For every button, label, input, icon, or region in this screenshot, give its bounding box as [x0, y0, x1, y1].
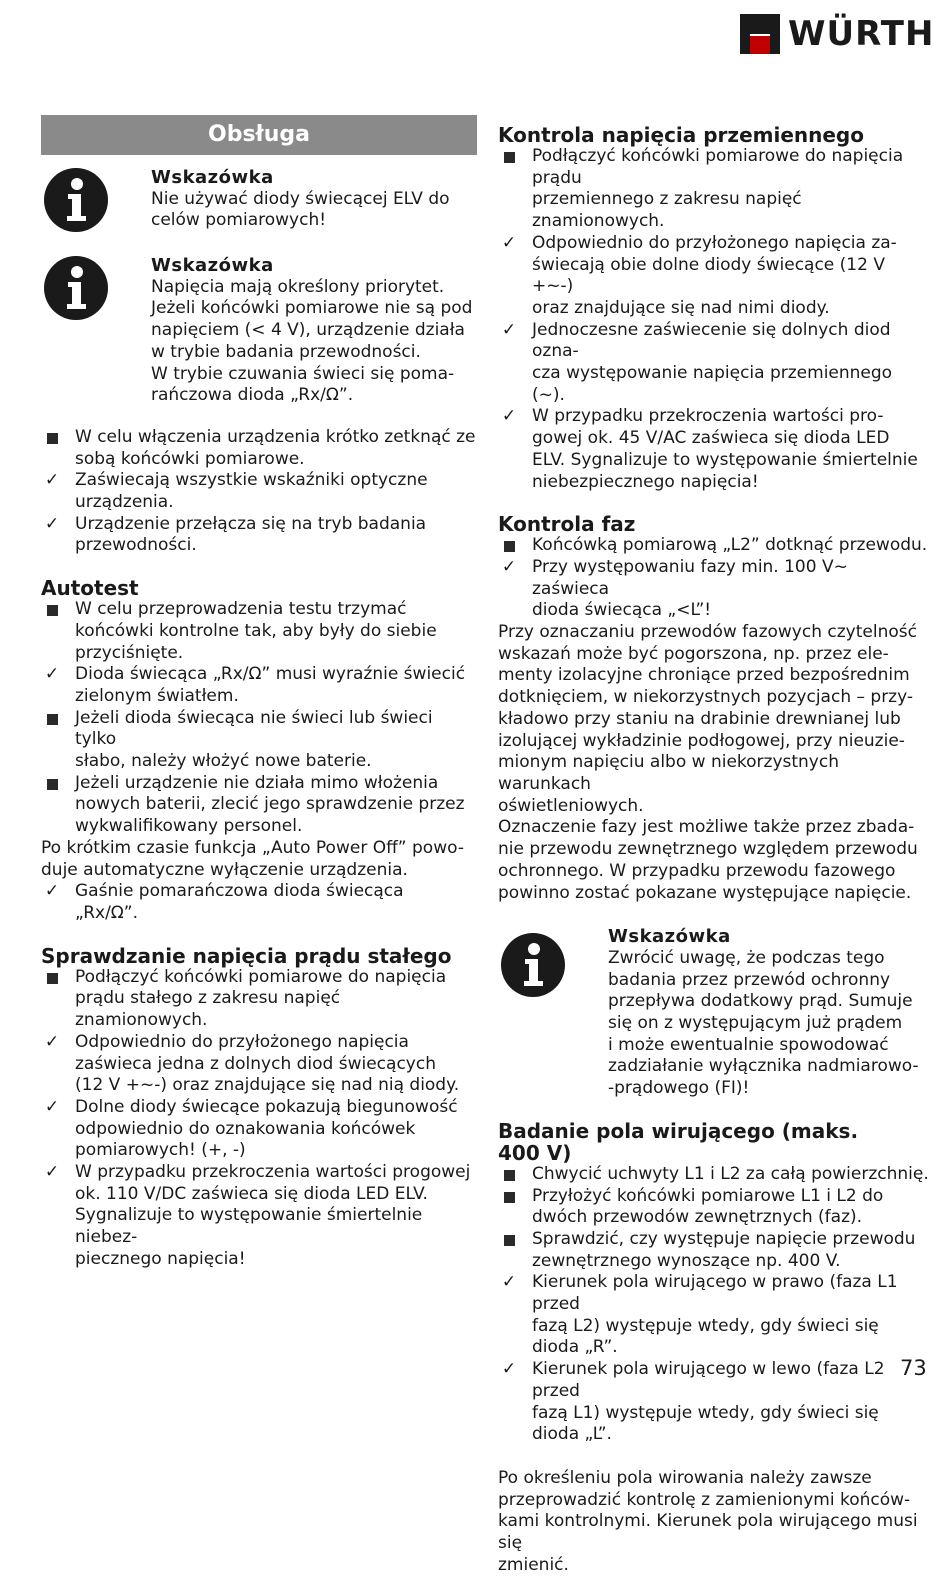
list-item	[498, 1272, 930, 1359]
autotest-list	[41, 599, 477, 838]
check-icon: ✓	[44, 470, 60, 491]
check-icon: ✓	[44, 1096, 60, 1117]
heading-phase: Kontrola faz	[498, 512, 636, 537]
list-item	[41, 514, 477, 557]
item-line: W przypadku przekroczenia wartości pro-	[532, 406, 884, 427]
note-line: Napięcia mają określony priorytet.	[151, 276, 445, 297]
item-line: Chwycić uchwyty L1 i L2 za całą powierzchnię.	[532, 1163, 929, 1184]
paragraph-line: duje automatyczne wyłączenie urządzenia.	[41, 859, 408, 880]
check-icon: ✓	[501, 406, 517, 427]
info-icon	[43, 167, 109, 233]
item-line: przewodności.	[75, 535, 197, 556]
wurth-logo	[740, 14, 934, 56]
paragraph-line: przeprowadzić kontrolę z zamienionymi końców-	[498, 1489, 911, 1510]
note-title: Wskazówka	[608, 926, 731, 948]
item-line: Odpowiednio do przyłożonego napięcia za-	[532, 232, 897, 253]
check-icon: ✓	[44, 664, 60, 685]
info-icon	[500, 932, 566, 998]
item-line: piecznego napięcia!	[75, 1248, 246, 1269]
item-line: Przyłożyć końcówki pomiarowe L1 i L2 do	[532, 1185, 884, 1206]
list-item	[41, 599, 477, 664]
square-bullet-icon	[41, 708, 63, 732]
check-icon: ✓	[501, 232, 517, 253]
note-line: Zwrócić uwagę, że podczas tego	[608, 947, 885, 968]
item-line: Odpowiednio do przyłożonego napięcia	[75, 1031, 409, 1052]
autotest-list-2	[41, 881, 477, 924]
bullet-list	[41, 427, 477, 557]
note-line: Jeżeli końcówki pomiarowe nie są pod	[151, 298, 473, 319]
item-line: Przy występowaniu fazy min. 100 V~ zaświeca	[532, 556, 848, 599]
paragraph-line: izolującej wykładzinie podłogowej, przy nieuzie-	[498, 730, 905, 751]
item-line: prądu stałego z zakresu napięć znamionowych.	[75, 988, 341, 1031]
heading-ac: Kontrola napięcia przemiennego	[498, 123, 864, 147]
heading-rotary	[498, 1120, 930, 1164]
paragraph-line: mionym napięciu albo w niekorzystnych warunkach	[498, 752, 839, 794]
paragraph-line: Oznaczenie fazy jest możliwe także przez zbada-	[498, 817, 915, 838]
list-item	[41, 881, 477, 924]
item-line: „Rx/Ω”.	[75, 902, 139, 923]
paragraph-line: zmienić.	[498, 1554, 569, 1575]
dc-list	[41, 967, 477, 1271]
item-line: W celu włączenia urządzenia krótko zetknąć ze	[75, 426, 476, 447]
note-line: rańczowa dioda „Rx/Ω”.	[151, 385, 354, 406]
list-item	[498, 1359, 930, 1446]
check-icon: ✓	[501, 1359, 517, 1380]
item-line: W przypadku przekroczenia wartości progowej	[75, 1162, 471, 1183]
item-line: Dioda świecąca „Rx/Ω” musi wyraźnie świecić	[75, 664, 466, 685]
item-line: Jeżeli dioda świecąca nie świeci lub świeci tylko	[75, 707, 433, 750]
note-1	[41, 167, 477, 243]
item-line: pomiarowych! (+, -)	[75, 1140, 246, 1161]
list-item	[41, 427, 477, 470]
phase-paragraph-2	[498, 817, 930, 904]
paragraph-line: oświetleniowych.	[498, 795, 644, 816]
note-line: celów pomiarowych!	[151, 210, 327, 231]
item-line: przyciśnięte.	[75, 642, 184, 663]
list-item	[41, 967, 477, 1032]
item-line: Dolne diody świecące pokazują biegunowość	[75, 1096, 458, 1117]
item-line: zaświeca jedna z dolnych diod świecących	[75, 1053, 436, 1074]
heading-line: 400 V)	[498, 1140, 572, 1165]
left-column	[41, 112, 477, 1271]
check-icon: ✓	[44, 513, 60, 534]
list-item	[41, 1097, 477, 1162]
right-column	[498, 124, 930, 1576]
note-line: się on z występującym już prądem	[608, 1013, 903, 1034]
list-item	[498, 406, 930, 493]
paragraph-line: menty izolacyjne chroniące przed bezpośrednim	[498, 665, 910, 686]
note-title: Wskazówka	[151, 255, 274, 276]
check-icon: ✓	[501, 319, 517, 340]
item-line: Jednoczesne zaświecenie się dolnych diod ozna-	[532, 319, 891, 362]
item-line: zewnętrznego wynoszące np. 400 V.	[532, 1250, 841, 1271]
check-icon: ✓	[501, 1272, 517, 1293]
paragraph-line: kami kontrolnymi. Kierunek pola wirującego musi się	[498, 1511, 918, 1554]
item-line: Urządzenie przełącza się na tryb badania	[75, 513, 427, 534]
item-line: Podłączyć końcówki pomiarowe do napięcia	[75, 966, 447, 987]
wurth-logo-icon	[740, 14, 780, 54]
item-line: Gaśnie pomarańczowa dioda świecąca	[75, 881, 404, 902]
item-line: W celu przeprowadzenia testu trzymać	[75, 599, 407, 620]
rotary-list	[498, 1164, 930, 1446]
paragraph-line: wskazań może być pogorszona, np. przez ele-	[498, 643, 889, 664]
item-line: dwóch przewodów zewnętrznych (faz).	[532, 1207, 863, 1228]
list-item	[41, 773, 477, 838]
note-line: -prądowego (FI)!	[608, 1078, 750, 1099]
square-bullet-icon	[41, 599, 63, 623]
paragraph-line: Po krótkim czasie funkcja „Auto Power Off” powo-	[41, 837, 464, 858]
item-line: odpowiednio do oznakowania końcówek	[75, 1118, 416, 1139]
paragraph-line: Przy oznaczaniu przewodów fazowych czytelność	[498, 622, 917, 643]
item-line: gowej ok. 45 V/AC zaświeca się dioda LED	[532, 428, 890, 449]
note-line: Nie używać diody świecącej ELV do	[151, 188, 450, 209]
list-item	[498, 1186, 930, 1229]
ac-list	[498, 146, 930, 493]
item-line: Podłączyć końcówki pomiarowe do napięcia prądu	[532, 146, 904, 188]
item-line: Końcówką pomiarową „L2” dotknąć przewodu.	[532, 535, 928, 556]
item-line: końcówki kontrolne tak, aby były do siebie	[75, 620, 437, 641]
item-line: słabo, należy włożyć nowe baterie.	[75, 751, 372, 772]
item-line: Sygnalizuje to występowanie śmiertelnie niebez-	[75, 1205, 423, 1248]
note-line: przepływa dodatkowy prąd. Sumuje	[608, 991, 913, 1012]
list-item	[41, 470, 477, 513]
note-line: w trybie badania przewodności.	[151, 341, 421, 362]
square-bullet-icon	[41, 427, 63, 451]
item-line: ok. 110 V/DC zaświeca się dioda LED ELV.	[75, 1183, 428, 1204]
item-line: świecają obie dolne diody świecące (12 V +~-)	[532, 254, 885, 297]
list-item	[498, 233, 930, 320]
list-item	[498, 320, 930, 407]
phase-paragraph-1	[498, 622, 930, 817]
item-line: przemiennego z zakresu napięć znamionowych.	[532, 189, 802, 232]
paragraph-line: kładowo przy staniu na drabinie drewnianej lub	[498, 708, 901, 729]
list-item	[498, 557, 930, 622]
square-bullet-icon	[41, 967, 63, 991]
heading-autotest: Autotest	[41, 576, 139, 601]
item-line: Sprawdzić, czy występuje napięcie przewodu	[532, 1228, 916, 1249]
square-bullet-icon	[498, 146, 520, 170]
note-3	[498, 926, 930, 1100]
list-item	[498, 146, 930, 233]
item-line: fazą L2) występuje wtedy, gdy świeci się dioda „R”.	[532, 1315, 879, 1358]
check-icon: ✓	[44, 1162, 60, 1183]
heading-dc: Sprawdzanie napięcia prądu stałego	[41, 943, 452, 968]
item-line: Kierunek pola wirującego w lewo (faza L2 przed	[532, 1359, 885, 1401]
note-line: badania przez przewód ochronny	[608, 969, 891, 990]
item-line: zielonym światłem.	[75, 685, 239, 706]
square-bullet-icon	[498, 1229, 520, 1253]
item-line: dioda świecąca „<L”!	[532, 600, 712, 621]
note-line: zadziałanie wyłącznika nadmiarowo-	[608, 1056, 919, 1077]
item-line: Jeżeli urządzenie nie działa mimo włożenia	[75, 772, 439, 793]
item-line: urządzenia.	[75, 492, 174, 513]
paragraph-line: ochronnego. W przypadku przewodu fazowego	[498, 860, 896, 881]
square-bullet-icon	[498, 1164, 520, 1188]
item-line: nowych baterii, zlecić jego sprawdzenie przez	[75, 794, 465, 815]
square-bullet-icon	[498, 535, 520, 559]
item-line: oraz znajdujące się nad nimi diody.	[532, 297, 830, 318]
list-item	[498, 1229, 930, 1272]
note-line: W trybie czuwania świeci się poma-	[151, 363, 455, 384]
brand-name: WÜRTH	[788, 14, 935, 54]
rotary-paragraph	[498, 1468, 930, 1576]
list-item	[498, 535, 930, 557]
item-line: sobą końcówki pomiarowe.	[75, 448, 305, 469]
list-item	[41, 664, 477, 707]
heading-line: Badanie pola wirującego (maks.	[498, 1118, 859, 1143]
square-bullet-icon	[41, 773, 63, 797]
note-2	[41, 255, 477, 407]
phase-list	[498, 535, 930, 622]
section-title: Obsługa	[41, 115, 477, 155]
paragraph-line: Po określeniu pola wirowania należy zawsze	[498, 1467, 872, 1488]
info-icon	[43, 255, 109, 321]
note-title: Wskazówka	[151, 167, 274, 188]
paragraph-line: powinno zostać pokazane występujące napięcie.	[498, 882, 912, 903]
note-line: i może ewentualnie spowodować	[608, 1034, 889, 1055]
check-icon: ✓	[44, 1031, 60, 1052]
check-icon: ✓	[501, 556, 517, 577]
list-item	[498, 1164, 930, 1186]
paragraph-line: nie przewodu zewnętrznego względem przewodu	[498, 839, 918, 860]
list-item	[41, 708, 477, 773]
note-line: napięciem (< 4 V), urządzenie działa	[151, 320, 465, 341]
item-line: Kierunek pola wirującego w prawo (faza L1 przed	[532, 1272, 898, 1315]
check-icon: ✓	[44, 881, 60, 902]
item-line: wykwalifikowany personel.	[75, 816, 303, 837]
paragraph-line: dotknięciem, w niekorzystnych pozycjach – przy-	[498, 687, 914, 708]
list-item	[41, 1032, 477, 1097]
item-line: fazą L1) występuje wtedy, gdy świeci się dioda „L”.	[532, 1402, 879, 1445]
item-line: niebezpiecznego napięcia!	[532, 471, 759, 492]
square-bullet-icon	[498, 1186, 520, 1210]
item-line: Zaświecają wszystkie wskaźniki optyczne	[75, 470, 428, 491]
item-line: ELV. Sygnalizuje to występowanie śmiertelnie	[532, 449, 918, 470]
item-line: cza występowanie napięcia przemiennego (~).	[532, 363, 893, 405]
page-number: 73	[900, 1356, 927, 1380]
item-line: (12 V +~-) oraz znajdujące się nad nią diody.	[75, 1075, 460, 1096]
list-item	[41, 1162, 477, 1271]
